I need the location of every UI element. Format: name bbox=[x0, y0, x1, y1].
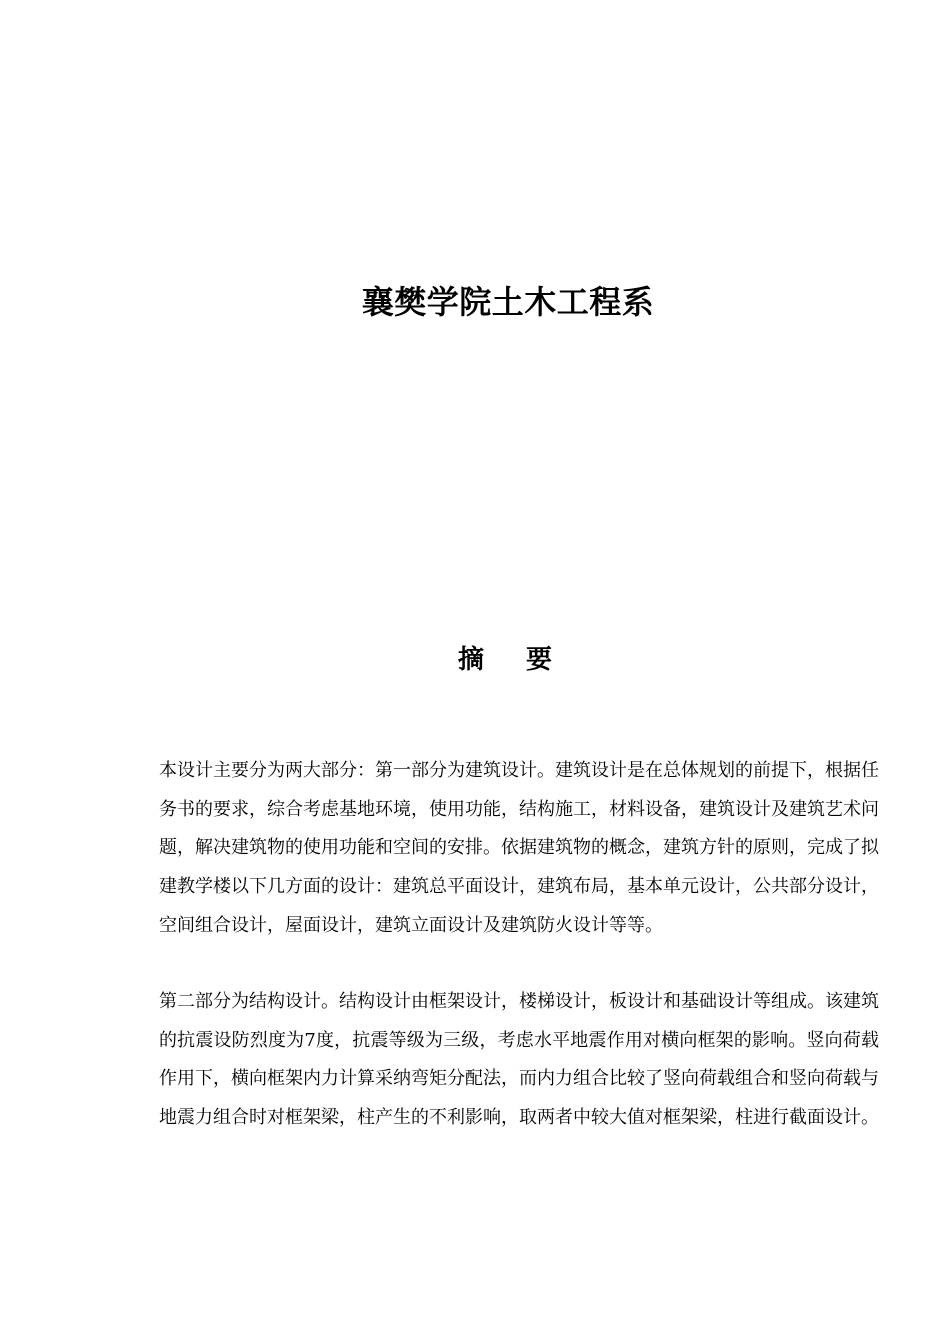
abstract-paragraph-2-block bbox=[159, 983, 879, 1138]
abstract-heading-char-1: 摘 bbox=[458, 645, 485, 675]
abstract-heading-char-2: 要 bbox=[526, 645, 553, 675]
institution-title: 襄樊学院土木工程系 bbox=[361, 283, 655, 321]
abstract-paragraph-1: 本设计主要分为两大部分：第一部分为建筑设计。建筑设计是在总体规划的前提下，根据任务书的要求，综合考虑基地环境，使用功能，结构施工，材料设备，建筑设计及建筑艺术问题，解决建筑物的使用功能和空间的安排。依据建筑物的概念，建筑方针的原则，完成了拟建教学楼以下几方面的设计：建筑总平面设计，建筑布局，基本单元设计，公共部分设计，空间组合设计，屋面设计，建筑立面设计及建筑防火设计等等。 bbox=[159, 760, 879, 936]
abstract-paragraph-1-block bbox=[159, 752, 879, 946]
abstract-paragraph-2: 第二部分为结构设计。结构设计由框架设计，楼梯设计，板设计和基础设计等组成。该建筑的抗震设防烈度为7度，抗震等级为三级，考虑水平地震作用对横向框架的影响。竖向荷载作用下，横向框架内力计算采纳弯矩分配法，而内力组合比较了竖向荷载组合和竖向荷载与地震力组合时对框架梁，柱产生的不利影响，取两者中较大值对框架梁，柱进行截面设计。 bbox=[159, 991, 879, 1129]
abstract-heading bbox=[458, 640, 552, 680]
